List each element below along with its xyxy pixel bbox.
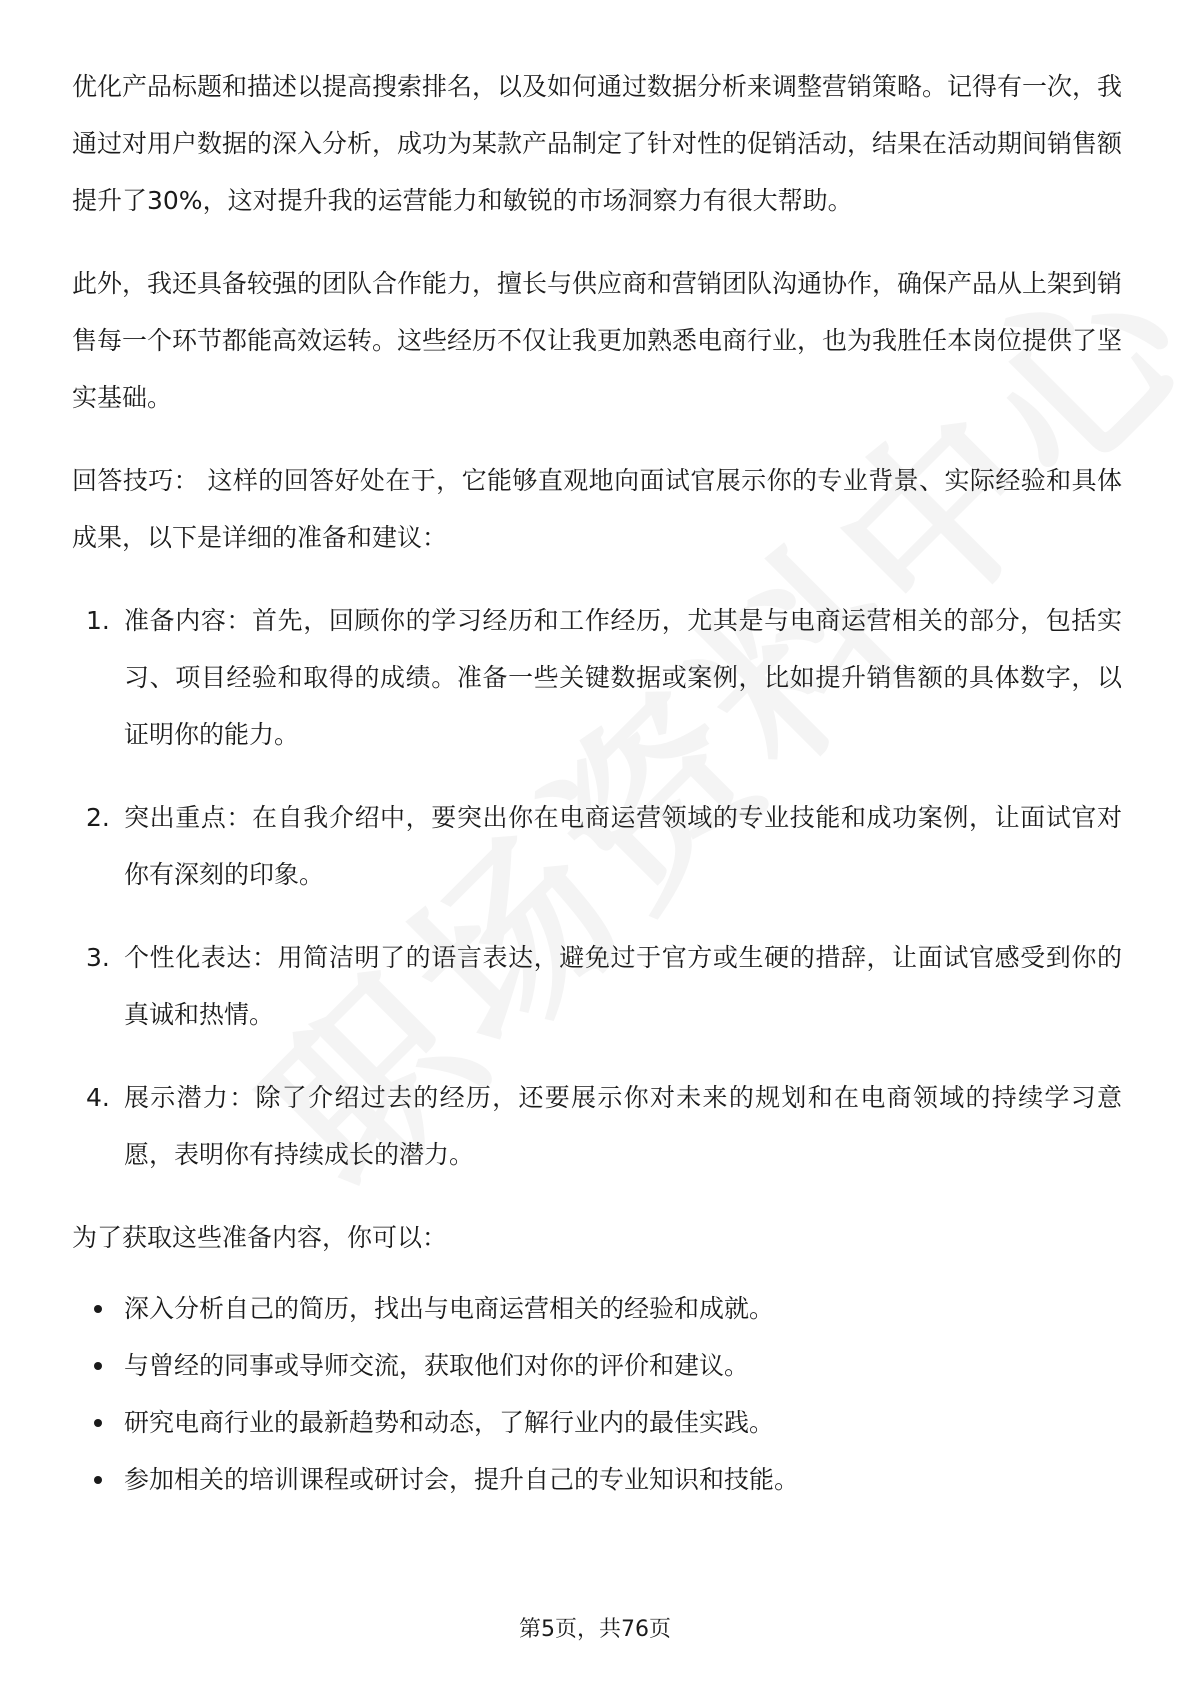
- bullet-list: [72, 1280, 1122, 1508]
- list-item-text: 研究电商行业的最新趋势和动态，了解行业内的最佳实践。: [124, 1408, 775, 1437]
- list-item: [72, 789, 1122, 903]
- list-item: [72, 1451, 1122, 1508]
- list-item: [72, 1337, 1122, 1394]
- ordered-list: [72, 592, 1122, 1183]
- bullet-icon: [94, 1362, 102, 1370]
- list-item-text: 准备内容：首先，回顾你的学习经历和工作经历，尤其是与电商运营相关的部分，包括实习、项目经验和取得的成绩。准备一些关键数据或案例，比如提升销售额的具体数字，以证明你的能力。: [124, 606, 1122, 749]
- list-item: [72, 1280, 1122, 1337]
- paragraph: 回答技巧： 这样的回答好处在于，它能够直观地向面试官展示你的专业背景、实际经验和具体成果，以下是详细的准备和建议：: [72, 466, 1122, 552]
- list-item-text: 个性化表达：用简洁明了的语言表达，避免过于官方或生硬的措辞，让面试官感受到你的真诚和热情。: [124, 943, 1122, 1029]
- list-item: [72, 1069, 1122, 1183]
- paragraph: 此外，我还具备较强的团队合作能力，擅长与供应商和营销团队沟通协作，确保产品从上架到销售每一个环节都能高效运转。这些经历不仅让我更加熟悉电商行业，也为我胜任本岗位提供了坚实基础。: [72, 269, 1123, 412]
- list-item-number: 2.: [86, 803, 110, 832]
- page-number: 第5页，共76页: [519, 1617, 671, 1642]
- list-item-text: 深入分析自己的简历，找出与电商运营相关的经验和成就。: [124, 1294, 775, 1323]
- list-item: [72, 929, 1122, 1043]
- list-item-text: 突出重点：在自我介绍中，要突出你在电商运营领域的专业技能和成功案例，让面试官对你有深刻的印象。: [124, 803, 1122, 889]
- list-item-text: 展示潜力：除了介绍过去的经历，还要展示你对未来的规划和在电商领域的持续学习意愿，表明你有持续成长的潜力。: [124, 1083, 1122, 1169]
- bullet-icon: [94, 1476, 102, 1484]
- bullet-icon: [94, 1305, 102, 1313]
- document-body: [72, 58, 1122, 1508]
- list-item-number: 1.: [86, 606, 110, 635]
- paragraph: 优化产品标题和描述以提高搜索排名，以及如何通过数据分析来调整营销策略。记得有一次，我通过对用户数据的深入分析，成功为某款产品制定了针对性的促销活动，结果在活动期间销售额提升了30%，这对提升我的运营能力和敏锐的市场洞察力有很大帮助。: [72, 72, 1123, 215]
- list-item-text: 参加相关的培训课程或研讨会，提升自己的专业知识和技能。: [124, 1465, 800, 1494]
- list-item-number: 4.: [86, 1083, 110, 1112]
- list-item: [72, 1394, 1122, 1451]
- list-item-text: 与曾经的同事或导师交流，获取他们对你的评价和建议。: [124, 1351, 750, 1380]
- bullet-icon: [94, 1419, 102, 1427]
- list-item: [72, 592, 1122, 763]
- paragraph: 为了获取这些准备内容，你可以：: [72, 1223, 448, 1252]
- list-item-number: 3.: [86, 943, 110, 972]
